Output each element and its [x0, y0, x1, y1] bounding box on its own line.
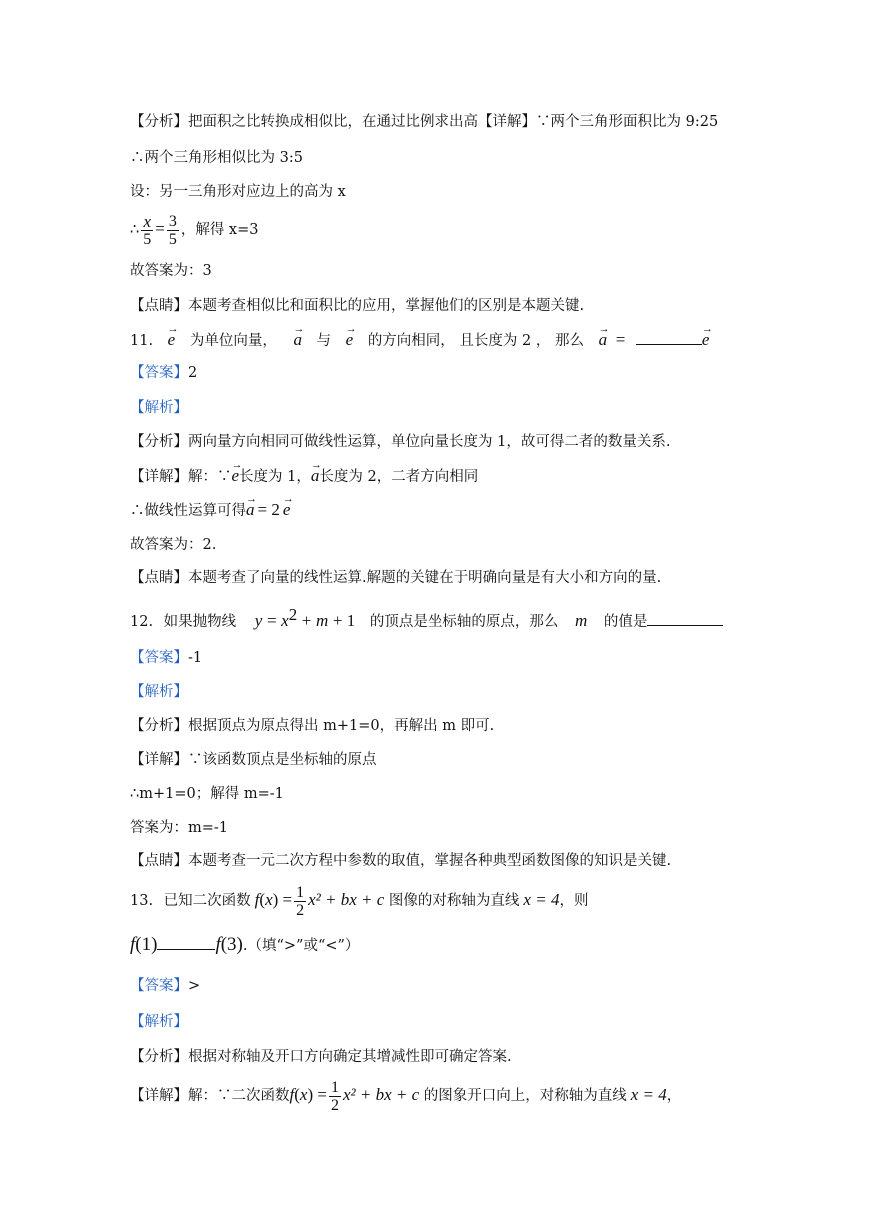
- answer-summary-line: 答案为：m=-1: [130, 820, 229, 836]
- analysis-line: [130, 112, 718, 132]
- vector-a: → a: [599, 330, 608, 350]
- solution-label: 【解析】: [130, 684, 188, 700]
- detail-line: 【详解】解：∵→ e长度为 1，→ a长度为 2，二者方向相同: [130, 466, 478, 487]
- question-11: 11. → e 为单位向量， → a 与 → e 的方向相同， 且长度为 2 ， 那么 → a = → e: [130, 330, 709, 351]
- detail-line: ∴m+1=0；解得 m=-1: [130, 786, 284, 802]
- fraction-one-half: $\frac{1}{2}$: [330, 1078, 339, 1114]
- answer-label: 【答案】: [130, 650, 188, 666]
- analysis-line: 【分析】两向量方向相同可做线性运算，单位向量长度为 1，故可得二者的数量关系.: [130, 434, 671, 450]
- comment-line: 【点睛】本题考查相似比和面积比的应用，掌握他们的区别是本题关键.: [130, 298, 585, 314]
- vector-e: → e: [702, 330, 710, 350]
- vector-a: → a: [311, 466, 320, 486]
- question-13-comparison: f(1) f(3).（填“>”或“<”）: [130, 934, 360, 955]
- analysis-text: 【分析】把面积之比转换成相似比，在通过比例求出高【详解】∵两个三角形面积比为 9:25: [130, 114, 719, 130]
- question-12: 12. 如果抛物线 $y = x^2 + m + 1$ 的顶点是坐标轴的原点，那么 m 的值是: [130, 605, 723, 632]
- answer-line: 【答案】-1: [130, 650, 203, 666]
- detail-line: ∴做线性运算可得→ a = 2→ e: [130, 500, 290, 521]
- detail-line: 【详解】解：∵二次函数f(x) = $\frac{1}{2}$ x² + bx + c 的图象开口向上，对称轴为直线 x = 4，: [130, 1078, 682, 1114]
- comment-line: 【点睛】本题考查一元二次方程中参数的取值，掌握各种典型函数图像的知识是关键.: [130, 853, 672, 869]
- answer-summary-line: 故答案为：3: [130, 263, 212, 279]
- comment-line: 【点睛】本题考查了向量的线性运算.解题的关键在于明确向量是有大小和方向的量.: [130, 570, 662, 586]
- vector-a: → a: [293, 330, 302, 350]
- fraction-x-over-5: $\frac{x}{5}$: [143, 211, 152, 248]
- answer-line: 【答案】2: [130, 365, 198, 381]
- answer-label: 【答案】: [130, 978, 188, 994]
- height-setup-line: 设：另一三角形对应边上的高为 x: [130, 184, 346, 200]
- answer-blank: [636, 330, 702, 345]
- vector-e: → e: [232, 466, 240, 486]
- answer-blank: [157, 935, 215, 950]
- answer-blank: [647, 611, 723, 626]
- proportion-line: ∴ $\frac{x}{5}$ = $\frac{3}{5}$ ，解得 x=3: [130, 211, 259, 248]
- vector-e: → e: [168, 330, 176, 350]
- question-13: 13. 已知二次函数 f(x) = $\frac{1}{2}$ x² + bx + c 图像的对称轴为直线 x = 4，则: [130, 883, 589, 919]
- analysis-line: 【分析】根据顶点为原点得出 m+1=0，再解出 m 即可.: [130, 718, 495, 734]
- vector-e: → e: [283, 500, 291, 520]
- vector-e: → e: [346, 330, 354, 350]
- fraction-3-over-5: $\frac{3}{5}$: [168, 212, 177, 248]
- detail-line: 【详解】∵该函数顶点是坐标轴的原点: [130, 752, 377, 768]
- vector-a: → a: [246, 500, 255, 520]
- analysis-line: 【分析】根据对称轴及开口方向确定其增减性即可确定答案.: [130, 1049, 512, 1065]
- similarity-ratio-line: ∴两个三角形相似比为 3:5: [130, 150, 303, 166]
- solution-label: 【解析】: [130, 400, 188, 416]
- answer-label: 【答案】: [130, 365, 188, 381]
- answer-line: 【答案】>: [130, 978, 201, 994]
- fraction-one-half: $\frac{1}{2}$: [296, 883, 305, 919]
- answer-summary-line: 故答案为：2.: [130, 537, 217, 553]
- solution-label: 【解析】: [130, 1014, 188, 1030]
